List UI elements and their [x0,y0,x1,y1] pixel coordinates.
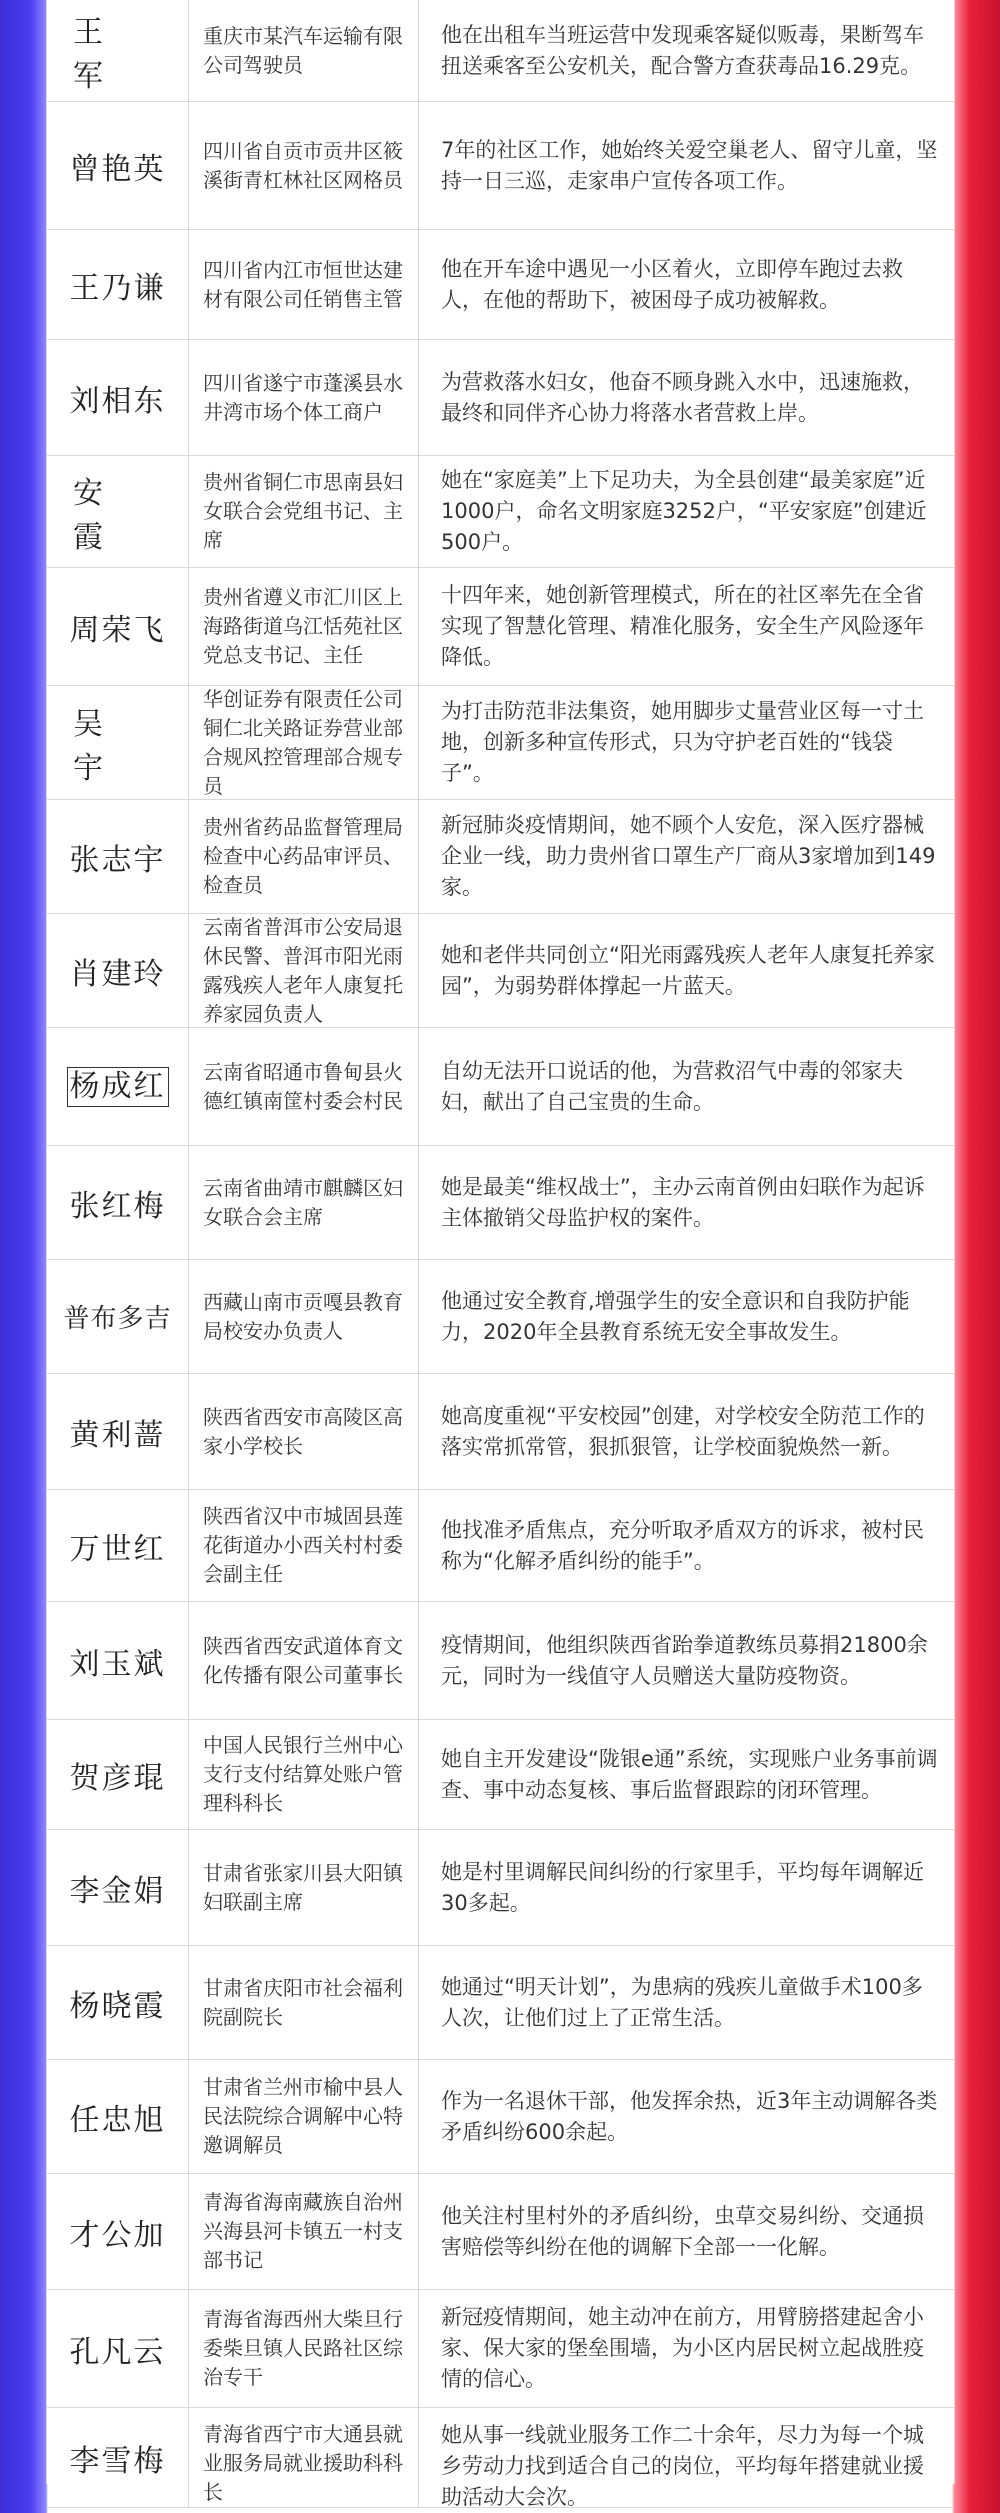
honoree-unit: 西藏山南市贡嘎县教育局校安办负责人 [189,1260,419,1373]
honoree-unit: 甘肃省兰州市榆中县人民法院综合调解中心特邀调解员 [189,2060,419,2173]
honoree-deed: 她是最美“维权战士”，主办云南首例由妇联作为起诉主体撤销父母监护权的案件。 [441,1174,925,1230]
honoree-unit: 四川省遂宁市蓬溪县水井湾市场个体工商户 [189,340,419,455]
honoree-unit: 青海省海南藏族自治州兴海县河卡镇五一村支部书记 [189,2174,419,2289]
honoree-unit: 四川省内江市恒世达建材有限公司任销售主管 [189,230,419,339]
table-row [47,1260,954,1374]
honoree-name: 王 军 [47,0,189,101]
honoree-name: 万世红 [47,1490,189,1601]
table-row [47,1374,954,1490]
honoree-unit: 贵州省遵义市汇川区上海路街道乌江恬苑社区党总支书记、主任 [189,568,419,685]
honoree-name: 肖建玲 [47,914,189,1027]
honoree-name: 杨成红 [47,1028,189,1145]
table-row [47,568,954,686]
table-row [47,2290,954,2408]
honoree-name: 杨晓霞 [47,1946,189,2059]
honoree-unit: 陕西省西安武道体育文化传播有限公司董事长 [189,1602,419,1719]
honoree-table [46,0,955,2509]
honoree-unit: 陕西省西安市高陵区高家小学校长 [189,1374,419,1489]
honoree-deed: 新冠肺炎疫情期间，她不顾个人安危，深入医疗器械企业一线，助力贵州省口罩生产厂商从3家增加到149家。 [441,813,936,899]
honoree-name: 普布多吉 [47,1260,189,1373]
honoree-deed: 为打击防范非法集资，她用脚步丈量营业区每一寸土地，创新多种宣传形式，只为守护老百姓的“钱袋子”。 [441,699,924,785]
honoree-unit: 青海省海西州大柴旦行委柴旦镇人民路社区综治专干 [189,2290,419,2407]
honoree-unit: 青海省西宁市大通县就业服务局就业援助科科长 [189,2408,419,2508]
honoree-name: 张志宇 [47,800,189,913]
honoree-deed: 为营救落水妇女，他奋不顾身跳入水中，迅速施救，最终和同伴齐心协力将落水者营救上岸。 [441,369,924,425]
honoree-name: 曾艳英 [47,102,189,229]
table-row [47,2174,954,2290]
honoree-deed: 她从事一线就业服务工作二十余年，尽力为每一个城乡劳动力找到适合自己的岗位，平均每年搭建就业援助活动大会次。 [441,2423,924,2509]
table-row [47,1602,954,1720]
honoree-deed: 他在出租车当班运营中发现乘客疑似贩毒，果断驾车扭送乘客至公安机关，配合警方查获毒品16.29克。 [441,22,924,78]
honoree-unit: 重庆市某汽车运输有限公司驾驶员 [189,0,419,101]
honoree-deed: 她和老伴共同创立“阳光雨露残疾人老年人康复托养家园”，为弱势群体撑起一片蓝天。 [441,942,935,998]
honoree-deed: 疫情期间，他组织陕西省跆拳道教练员募捐21800余元，同时为一线值守人员赠送大量防疫物资。 [441,1632,928,1688]
honoree-unit: 贵州省铜仁市思南县妇女联合会党组书记、主席 [189,456,419,567]
honoree-deed: 十四年来，她创新管理模式，所在的社区率先在全省实现了智慧化管理、精准化服务，安全生产风险逐年降低。 [441,583,924,669]
honoree-name: 吴 宇 [47,686,189,799]
honoree-deed: 他在开车途中遇见一小区着火，立即停车跑过去救人，在他的帮助下，被困母子成功被解救。 [441,256,903,312]
honoree-unit: 云南省普洱市公安局退休民警、普洱市阳光雨露残疾人老年人康复托养家园负责人 [189,914,419,1027]
table-row [47,1720,954,1830]
honoree-unit: 甘肃省庆阳市社会福利院副院长 [189,1946,419,2059]
table-row [47,914,954,1028]
honoree-deed: 他通过安全教育,增强学生的安全意识和自我防护能力，2020年全县教育系统无安全事故发生。 [441,1288,910,1344]
table-row [47,1830,954,1946]
honoree-name: 孔凡云 [47,2290,189,2407]
honoree-name: 黄利蔷 [47,1374,189,1489]
honoree-deed: 7年的社区工作，她始终关爱空巢老人、留守儿童，坚持一日三巡，走家串户宣传各项工作。 [441,137,938,193]
honoree-name: 刘相东 [47,340,189,455]
table-row [47,686,954,800]
honoree-unit: 陕西省汉中市城固县莲花街道办小西关村村委会副主任 [189,1490,419,1601]
honoree-name: 李金娟 [47,1830,189,1945]
honoree-name: 李雪梅 [47,2408,189,2508]
honoree-name: 周荣飞 [47,568,189,685]
table-row [47,102,954,230]
table-row [47,230,954,340]
honoree-unit: 甘肃省张家川县大阳镇妇联副主席 [189,1830,419,1945]
honoree-deed: 他关注村里村外的矛盾纠纷，虫草交易纠纷、交通损害赔偿等纠纷在他的调解下全部一一化解。 [441,2203,924,2259]
table-row [47,0,954,102]
table-row [47,456,954,568]
honoree-name: 刘玉斌 [47,1602,189,1719]
honoree-unit: 四川省自贡市贡井区筱溪街青杠林社区网格员 [189,102,419,229]
honoree-name: 任忠旭 [47,2060,189,2173]
honoree-deed: 他找准矛盾焦点，充分听取矛盾双方的诉求，被村民称为“化解矛盾纠纷的能手”。 [441,1517,924,1573]
honoree-unit: 云南省曲靖市麒麟区妇女联合会主席 [189,1146,419,1259]
honoree-name: 安 霞 [47,456,189,567]
honoree-name: 张红梅 [47,1146,189,1259]
honoree-deed: 她高度重视“平安校园”创建，对学校安全防范工作的落实常抓常管，狠抓狠管，让学校面貌焕然一新。 [441,1403,925,1459]
honoree-unit: 中国人民银行兰州中心支行支付结算处账户管理科科长 [189,1720,419,1829]
honoree-name: 贺彦琨 [47,1720,189,1829]
honoree-name: 才公加 [47,2174,189,2289]
honoree-deed: 她自主开发建设“陇银e通”系统，实现账户业务事前调查、事中动态复核、事后监督跟踪的闭环管理。 [441,1746,938,1802]
table-row [47,1490,954,1602]
honoree-deed: 新冠疫情期间，她主动冲在前方，用臂膀搭建起舍小家、保大家的堡垒围墙，为小区内居民树立起战胜疫情的信心。 [441,2305,924,2391]
honoree-deed: 作为一名退休干部，他发挥余热，近3年主动调解各类矛盾纠纷600余起。 [441,2088,938,2144]
table-row [47,340,954,456]
honoree-deed: 她通过“明天计划”，为患病的残疾儿童做手术100多人次，让他们过上了正常生活。 [441,1974,923,2030]
table-row [47,1028,954,1146]
honoree-deed: 她在“家庭美”上下足功夫，为全县创建“最美家庭”近1000户，命名文明家庭3252户，“平安家庭”创建近500户。 [441,468,927,554]
honoree-unit: 云南省昭通市鲁甸县火德红镇南筐村委会村民 [189,1028,419,1145]
table-row [47,2408,954,2508]
table-row [47,2060,954,2174]
honoree-deed: 自幼无法开口说话的他，为营救沼气中毒的邻家夫妇，献出了自己宝贵的生命。 [441,1058,903,1114]
honoree-unit: 贵州省药品监督管理局检查中心药品审评员、检查员 [189,800,419,913]
honoree-deed: 她是村里调解民间纠纷的行家里手，平均每年调解近30多起。 [441,1859,924,1915]
table-row [47,1146,954,1260]
honoree-unit: 华创证券有限责任公司铜仁北关路证券营业部合规风控管理部合规专员 [189,686,419,799]
honoree-name: 王乃谦 [47,230,189,339]
table-row [47,1946,954,2060]
table-row [47,800,954,914]
